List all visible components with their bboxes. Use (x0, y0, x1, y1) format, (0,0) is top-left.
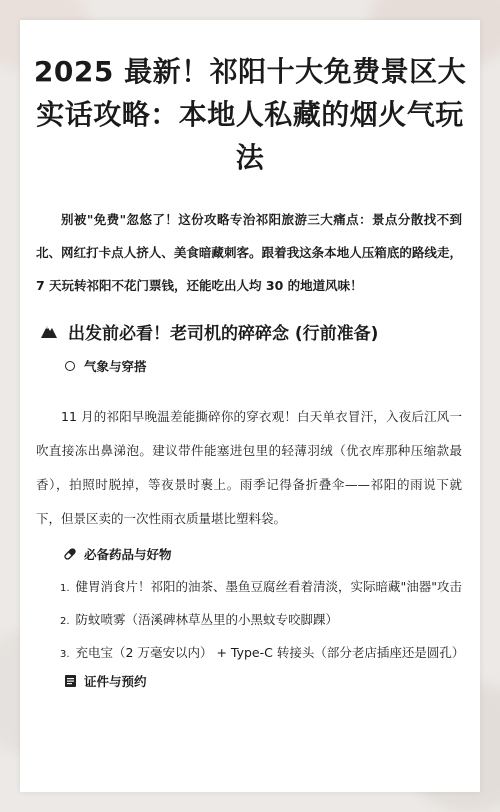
subheading-documents (62, 671, 480, 691)
article-card (20, 20, 480, 792)
medicine-list (20, 570, 480, 669)
list-item (60, 636, 480, 669)
list-item-number: 2. (60, 616, 70, 627)
section-heading-preparation (38, 318, 480, 344)
list-item-number: 3. (60, 649, 70, 660)
weather-paragraph: 11 月的祁阳早晚温差能撕碎你的穿衣观！白天单衣冒汗，入夜后江风一吹直接冻出鼻涕泡。建议带件能塞进包里的轻薄羽绒（优衣库那种压缩款最香），拍照时脱掉，等夜景时裹上。雨季记得备折叠伞——祁阳的雨说下就下，但景区卖的一次性雨衣质量堪比塑料袋。 (36, 409, 462, 526)
article-title: 2025 最新！祁阳十大免费景区大实话攻略：本地人私藏的烟火气玩法 (33, 55, 467, 174)
list-item (60, 570, 480, 603)
ring-icon (62, 358, 78, 374)
document-icon (62, 673, 78, 689)
subheading-weather-text: 气象与穿搭 (84, 359, 147, 374)
subheading-weather (62, 356, 480, 376)
list-item (60, 603, 480, 636)
subheading-medicine (62, 544, 480, 564)
pill-icon (62, 546, 78, 562)
section-heading-text: 出发前必看！老司机的碎碎念 (行前准备) (68, 323, 379, 344)
list-item-number: 1. (60, 583, 70, 594)
subheading-documents-text: 证件与预约 (84, 674, 147, 689)
subheading-medicine-text: 必备药品与好物 (84, 547, 172, 562)
intro-paragraph: 别被"免费"忽悠了！这份攻略专治祁阳旅游三大痛点：景点分散找不到北、网红打卡点人挤人、美食暗藏刺客。跟着我这条本地人压箱底的路线走，7 天玩转祁阳不花门票钱，还能吃出人均 30 的地道风味！ (36, 212, 462, 293)
list-item-text: 充电宝（2 万毫安以内） + Type-C 转接头（部分老店插座还是圆孔） (75, 645, 465, 660)
list-item-text: 健胃消食片！祁阳的油茶、墨鱼豆腐丝看着清淡，实际暗藏"油器"攻击 (75, 579, 463, 594)
list-item-text: 防蚊喷雾（浯溪碑林草丛里的小黑蚊专咬脚踝） (75, 612, 339, 627)
mountain-icon (38, 320, 60, 342)
